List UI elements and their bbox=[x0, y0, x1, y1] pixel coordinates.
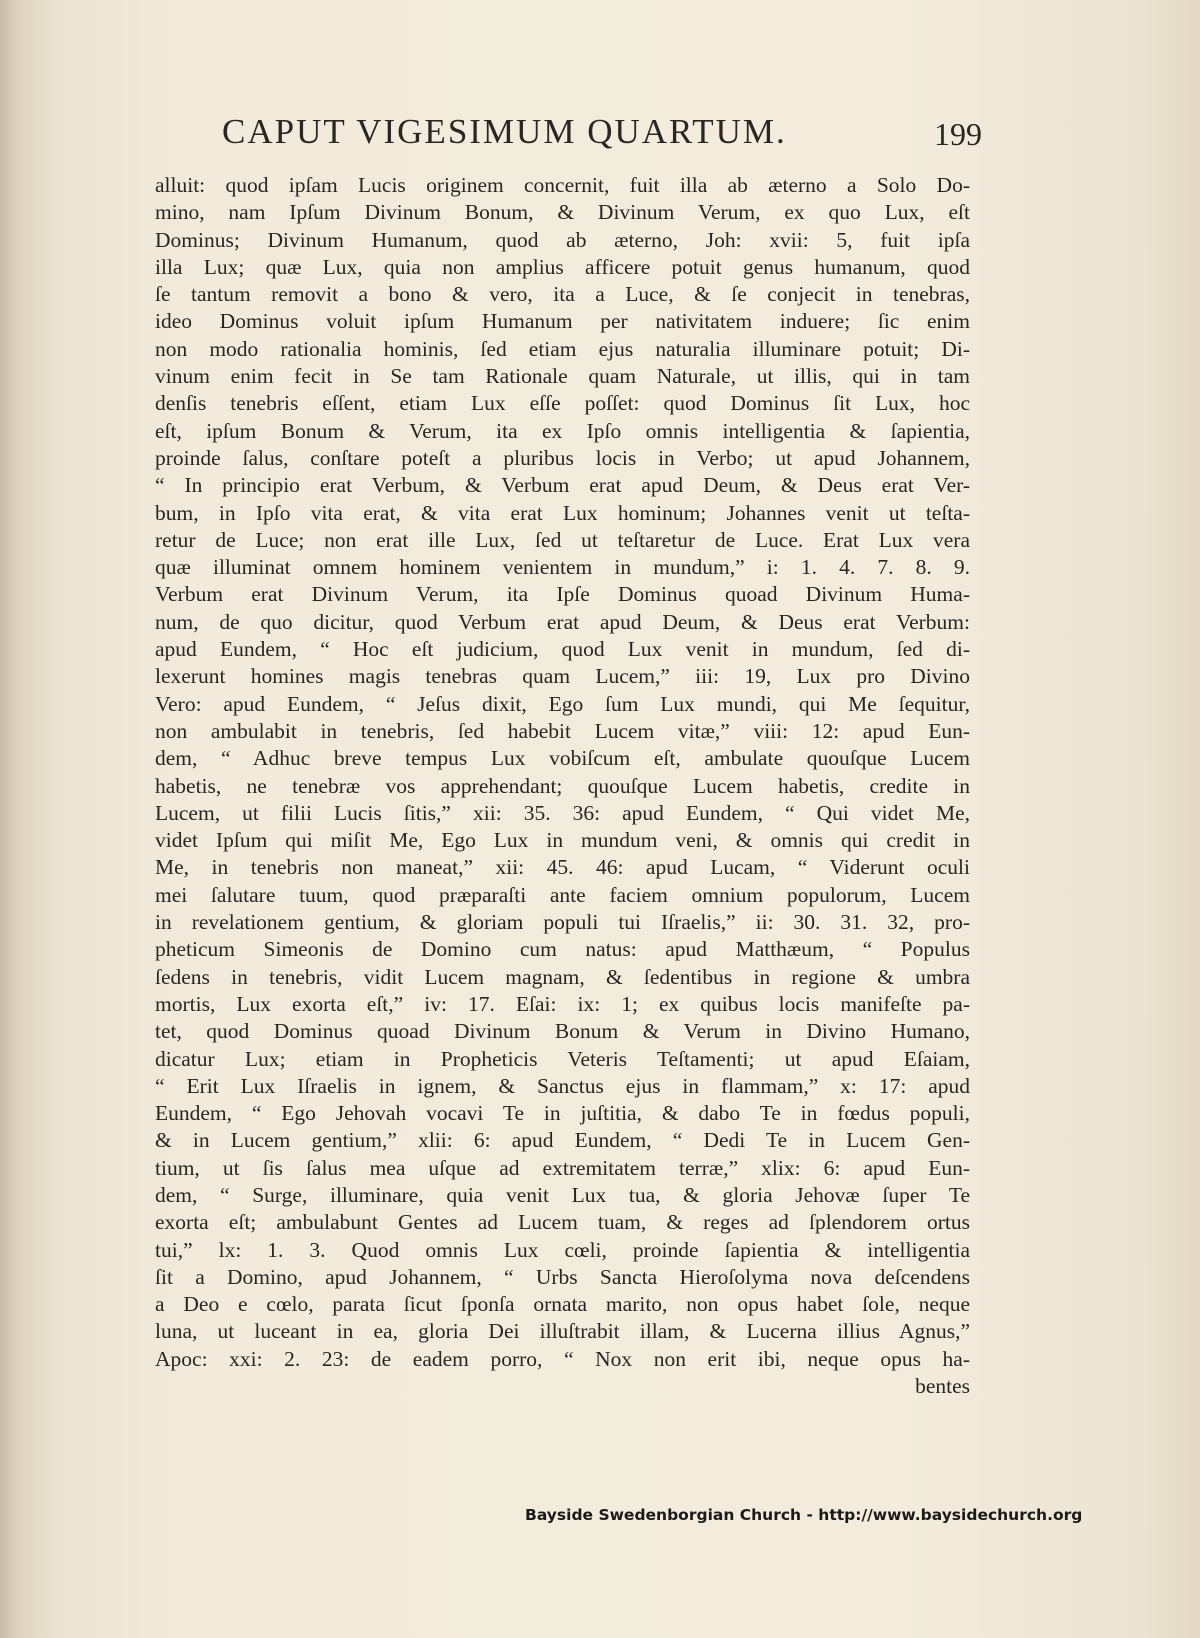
running-title: CAPUT VIGESIMUM QUARTUM. bbox=[222, 112, 787, 151]
text-line: Apoc: xxi: 2. 23: de eadem porro, “ Nox non erit ibi, neque opus ha- bbox=[155, 1346, 970, 1371]
catchword: bentes bbox=[915, 1374, 970, 1399]
text-line: dem, “ Adhuc breve tempus Lux vobiſcum eſt, ambulate quouſque Lucem bbox=[155, 746, 970, 771]
text-line: tui,” lx: 1. 3. Quod omnis Lux cœli, proinde ſapientia & intelligentia bbox=[155, 1237, 970, 1262]
text-line: proinde ſalus, conſtare poteſt a pluribus locis in Verbo; ut apud Johannem, bbox=[155, 445, 970, 470]
text-line: alluit: quod ipſam Lucis originem concernit, fuit illa ab æterno a Solo Do- bbox=[155, 173, 970, 197]
text-line: mei ſalutare tuum, quod præparaſti ante faciem omnium populorum, Lucem bbox=[155, 882, 970, 907]
text-line: ſedens in tenebris, vidit Lucem magnam, & ſedentibus in regione & umbra bbox=[155, 964, 970, 989]
text-line: dem, “ Surge, illuminare, quia venit Lux tua, & gloria Jehovæ ſuper Te bbox=[155, 1182, 970, 1207]
text-line: “ Erit Lux Iſraelis in ignem, & Sanctus ejus in flammam,” x: 17: apud bbox=[155, 1073, 970, 1098]
text-line: retur de Luce; non erat ille Lux, ſed ut teſtaretur de Luce. Erat Lux vera bbox=[155, 527, 970, 552]
text-line: habetis, ne tenebræ vos apprehendant; quouſque Lucem habetis, credite in bbox=[155, 773, 970, 798]
text-line: quæ illuminat omnem hominem venientem in mundum,” i: 1. 4. 7. 8. 9. bbox=[155, 555, 970, 580]
text-line: eſt, ipſum Bonum & Verum, ita ex Ipſo omnis intelligentia & ſapientia, bbox=[155, 418, 970, 443]
text-line: tium, ut ſis ſalus mea uſque ad extremitatem terræ,” xlix: 6: apud Eun- bbox=[155, 1155, 970, 1180]
text-line: tet, quod Dominus quoad Divinum Bonum & Verum in Divino Humano, bbox=[155, 1019, 970, 1044]
text-line: denſis tenebris eſſent, etiam Lux eſſe poſſet: quod Dominus ſit Lux, hoc bbox=[155, 391, 970, 416]
text-line: ideo Dominus voluit ipſum Humanum per nativitatem induere; ſic enim bbox=[155, 309, 970, 334]
text-line: “ In principio erat Verbum, & Verbum erat apud Deum, & Deus erat Ver- bbox=[155, 473, 970, 498]
text-line: vinum enim fecit in Se tam Rationale quam Naturale, ut illis, qui in tam bbox=[155, 364, 970, 389]
text-line: videt Ipſum qui miſit Me, Ego Lux in mundum veni, & omnis qui credit in bbox=[155, 828, 970, 853]
text-line: ſe tantum removit a bono & vero, ita a Luce, & ſe conjecit in tenebras, bbox=[155, 282, 970, 307]
text-line: Lucem, ut filii Lucis ſitis,” xii: 35. 36: apud Eundem, “ Qui videt Me, bbox=[155, 800, 970, 825]
text-line: luna, ut luceant in ea, gloria Dei illuſtrabit illam, & Lucerna illius Agnus,” bbox=[155, 1319, 970, 1344]
text-line: illa Lux; quæ Lux, quia non amplius afficere potuit genus humanum, quod bbox=[155, 254, 970, 279]
page-header bbox=[222, 112, 982, 162]
text-line: Me, in tenebris non maneat,” xii: 45. 46: apud Lucam, “ Viderunt oculi bbox=[155, 855, 970, 880]
text-line: pheticum Simeonis de Domino cum natus: apud Matthæum, “ Populus bbox=[155, 937, 970, 962]
text-line: Verbum erat Divinum Verum, ita Ipſe Dominus quoad Divinum Huma- bbox=[155, 582, 970, 607]
text-line: dicatur Lux; etiam in Propheticis Veteris Teſtamenti; ut apud Eſaiam, bbox=[155, 1046, 970, 1071]
text-line: lexerunt homines magis tenebras quam Lucem,” iii: 19, Lux pro Divino bbox=[155, 664, 970, 689]
text-line: mortis, Lux exorta eſt,” iv: 17. Eſai: ix: 1; ex quibus locis manifeſte pa- bbox=[155, 991, 970, 1016]
text-line: & in Lucem gentium,” xlii: 6: apud Eundem, “ Dedi Te in Lucem Gen- bbox=[155, 1128, 970, 1153]
text-line: ſit a Domino, apud Johannem, “ Urbs Sancta Hieroſolyma nova deſcendens bbox=[155, 1264, 970, 1289]
body-text bbox=[155, 172, 970, 1400]
text-line: Vero: apud Eundem, “ Jeſus dixit, Ego ſum Lux mundi, qui Me ſequitur, bbox=[155, 691, 970, 716]
page-number: 199 bbox=[934, 116, 982, 152]
text-line: mino, nam Ipſum Divinum Bonum, & Divinum Verum, ex quo Lux, eſt bbox=[155, 200, 970, 225]
text-line: num, de quo dicitur, quod Verbum erat apud Deum, & Deus erat Verbum: bbox=[155, 609, 970, 634]
text-line: non ambulabit in tenebris, ſed habebit Lucem vitæ,” viii: 12: apud Eun- bbox=[155, 718, 970, 743]
text-line: non modo rationalia hominis, ſed etiam ejus naturalia illuminare potuit; Di- bbox=[155, 336, 970, 361]
source-watermark: Bayside Swedenborgian Church - http://www.baysidechurch.org bbox=[525, 1506, 1083, 1524]
text-line: Eundem, “ Ego Jehovah vocavi Te in juſtitia, & dabo Te in fœdus populi, bbox=[155, 1101, 970, 1126]
text-line: a Deo e cœlo, parata ſicut ſponſa ornata marito, non opus habet ſole, neque bbox=[155, 1292, 970, 1317]
text-line: in revelationem gentium, & gloriam populi tui Iſraelis,” ii: 30. 31. 32, pro- bbox=[155, 910, 970, 935]
text-line: exorta eſt; ambulabunt Gentes ad Lucem tuam, & reges ad ſplendorem ortus bbox=[155, 1210, 970, 1235]
text-line: Dominus; Divinum Humanum, quod ab æterno, Joh: xvii: 5, fuit ipſa bbox=[155, 227, 970, 252]
text-line: apud Eundem, “ Hoc eſt judicium, quod Lux venit in mundum, ſed di- bbox=[155, 637, 970, 662]
text-line: bum, in Ipſo vita erat, & vita erat Lux hominum; Johannes venit ut teſta- bbox=[155, 500, 970, 525]
